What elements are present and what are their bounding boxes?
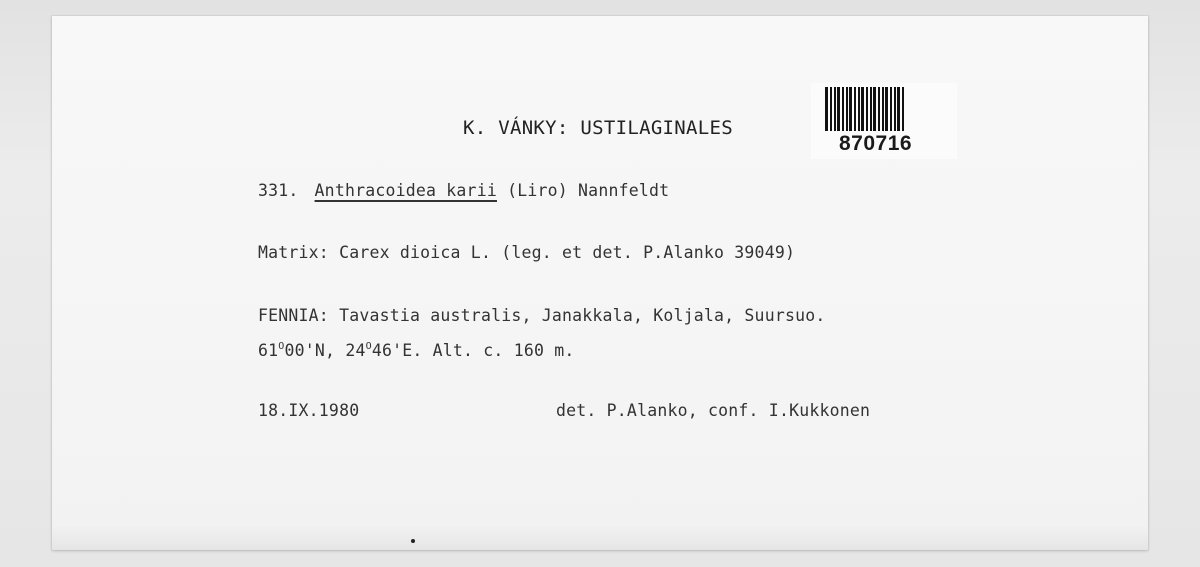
ink-speck: [411, 539, 415, 543]
barcode-bar: [837, 87, 840, 131]
barcode-number: 870716: [839, 132, 913, 155]
taxon-authority: (Liro) Nannfeldt: [507, 181, 670, 200]
barcode-bar: [825, 87, 828, 131]
longitude-altitude: 46'E. Alt. c. 160 m.: [371, 341, 575, 360]
matrix-line: Matrix: Carex dioica L. (leg. et det. P.Alanko 39049): [258, 243, 796, 262]
degree-symbol: O: [365, 341, 372, 352]
barcode-bar: [842, 87, 844, 131]
coordinates-line: [258, 341, 575, 360]
barcode-bar: [885, 87, 888, 131]
barcode-bar: [902, 87, 904, 131]
barcode-bar: [878, 87, 880, 131]
barcode-bar: [858, 87, 860, 131]
barcode-label: [811, 83, 957, 159]
latitude-degrees: 61: [258, 341, 279, 360]
taxon-name: Anthracoidea karii: [314, 181, 497, 200]
barcode-bar: [854, 87, 856, 131]
barcode-bar: [834, 87, 836, 131]
label-edge-shadow: [52, 524, 1148, 550]
barcode-bar: [894, 87, 896, 131]
barcode-bar: [873, 87, 876, 131]
latitude-minutes: 00'N, 24: [284, 341, 366, 360]
barcode-bar: [861, 87, 864, 131]
specimen-label: [52, 16, 1148, 550]
barcode-icon: [825, 87, 943, 131]
barcode-bar: [866, 87, 868, 131]
species-line: [258, 181, 669, 200]
degree-symbol: O: [278, 341, 285, 352]
barcode-bar: [897, 87, 900, 131]
determination-line: det. P.Alanko, conf. I.Kukkonen: [556, 401, 871, 420]
barcode-bar: [890, 87, 892, 131]
barcode-bar: [830, 87, 832, 131]
barcode-bar: [846, 87, 848, 131]
locality-line: FENNIA: Tavastia australis, Janakkala, Koljala, Suursuo.: [258, 306, 826, 325]
barcode-bar: [882, 87, 884, 131]
collection-date: 18.IX.1980: [258, 401, 360, 420]
exsiccata-number: 331.: [258, 181, 299, 200]
barcode-bar: [849, 87, 852, 131]
collection-header: K. VÁNKY: USTILAGINALES: [463, 117, 733, 139]
barcode-bar: [870, 87, 872, 131]
